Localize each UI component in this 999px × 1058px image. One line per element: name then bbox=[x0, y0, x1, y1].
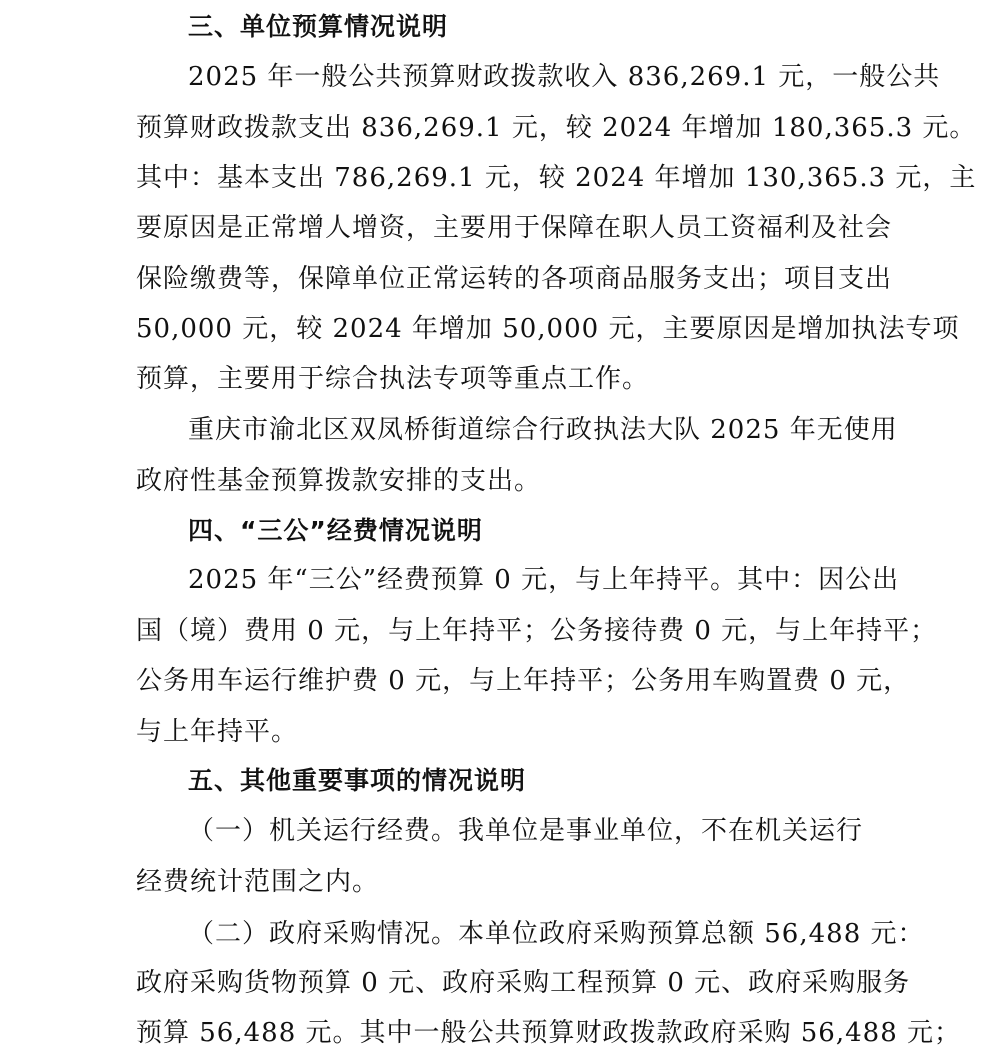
paragraph-line: 经费统计范围之内。 bbox=[136, 867, 380, 897]
paragraph-line: 政府采购货物预算 0 元、政府采购工程预算 0 元、政府采购服务 bbox=[136, 968, 911, 998]
paragraph-line: 保险缴费等，保障单位正常运转的各项商品服务支出；项目支出 bbox=[136, 264, 893, 294]
paragraph-line: 公务用车运行维护费 0 元，与上年持平；公务用车购置费 0 元， bbox=[136, 666, 911, 696]
section-heading-other-matters: 五、其他重要事项的情况说明 bbox=[188, 766, 527, 795]
paragraph-line: 国（境）费用 0 元，与上年持平；公务接待费 0 元，与上年持平； bbox=[136, 616, 938, 646]
paragraph-line: 其中：基本支出 786,269.1 元，较 2024 年增加 130,365.3 元，主 bbox=[136, 163, 977, 193]
paragraph-line: 要原因是正常增人增资，主要用于保障在职人员工资福利及社会 bbox=[136, 213, 893, 243]
paragraph-line: （二）政府采购情况。本单位政府采购预算总额 56,488 元： bbox=[188, 919, 925, 949]
paragraph-line: 2025 年“三公”经费预算 0 元，与上年持平。其中：因公出 bbox=[188, 565, 900, 595]
paragraph-line: 2025 年一般公共预算财政拨款收入 836,269.1 元，一般公共 bbox=[188, 62, 941, 92]
paragraph-line: 政府性基金预算拨款安排的支出。 bbox=[136, 466, 542, 496]
section-heading-three-public: 四、“三公”经费情况说明 bbox=[188, 516, 483, 545]
paragraph-line: （一）机关运行经费。我单位是事业单位，不在机关运行 bbox=[188, 816, 864, 846]
section-heading-budget: 三、单位预算情况说明 bbox=[188, 12, 449, 41]
paragraph-line: 重庆市渝北区双凤桥街道综合行政执法大队 2025 年无使用 bbox=[188, 415, 898, 445]
paragraph-line: 50,000 元，较 2024 年增加 50,000 元，主要原因是增加执法专项 bbox=[136, 314, 960, 344]
paragraph-line: 与上年持平。 bbox=[136, 717, 299, 747]
paragraph-line: 预算，主要用于综合执法专项等重点工作。 bbox=[136, 364, 650, 394]
paragraph-line: 预算 56,488 元。其中一般公共预算财政拨款政府采购 56,488 元； bbox=[136, 1018, 962, 1048]
paragraph-line: 预算财政拨款支出 836,269.1 元，较 2024 年增加 180,365.3 元。 bbox=[136, 113, 977, 143]
